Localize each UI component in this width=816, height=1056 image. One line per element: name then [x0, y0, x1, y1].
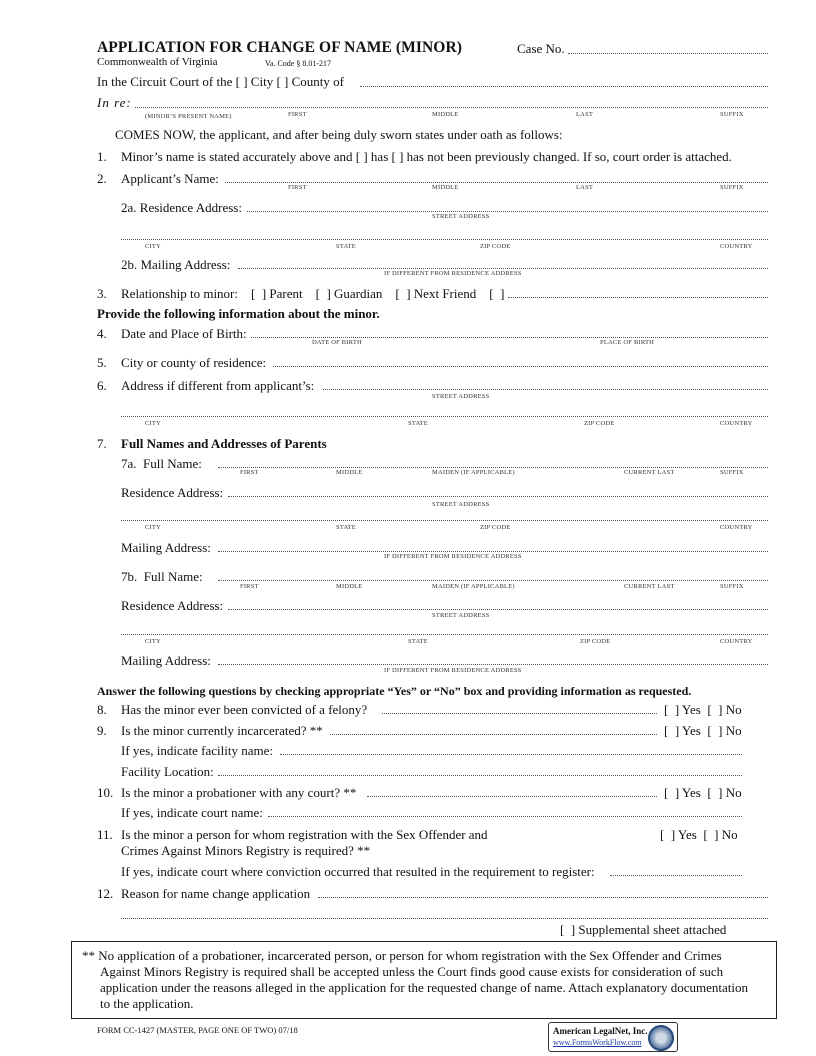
probationer-yes-no[interactable]: [ ] Yes [ ] No	[664, 785, 742, 800]
parent-a-name-label: 7a. Full Name:	[121, 456, 202, 471]
caption-date-of-birth: DATE OF BIRTH	[312, 339, 362, 346]
facility-name-field[interactable]	[280, 754, 742, 755]
reason-label: Reason for name change application	[121, 886, 311, 901]
item-1-text: Minor’s name is stated accurately above and [ ] has [ ] has not been previously changed. If so, court order is attached.	[121, 149, 732, 164]
parent-b-city-field[interactable]	[121, 634, 768, 635]
registry-question: Is the minor a person for whom registration with the Sex Offender and	[121, 827, 488, 842]
caption-first: FIRST	[240, 469, 259, 476]
caption-current-last: CURRENT LAST	[624, 469, 675, 476]
answer-instructions: Answer the following questions by checking appropriate “Yes” or “No” box and providing information as requested.	[97, 684, 692, 698]
caption-state: STATE	[408, 420, 428, 427]
parents-heading: Full Names and Addresses of Parents	[121, 436, 327, 451]
intro-text: COMES NOW, the applicant, and after being duly sworn states under oath as follows:	[115, 127, 563, 142]
in-re-label: In re:	[97, 95, 132, 110]
facility-name-label: If yes, indicate facility name:	[121, 743, 273, 758]
caption-first: FIRST	[288, 184, 307, 191]
publisher-name: American LegalNet, Inc.	[553, 1026, 648, 1036]
minor-address-label: Address if different from applicant’s:	[121, 378, 315, 393]
caption-street: STREET ADDRESS	[432, 393, 490, 400]
conviction-court-label: If yes, indicate court where conviction occurred that resulted in the requirement to register:	[121, 864, 595, 879]
caption-first: FIRST	[288, 111, 307, 118]
caption-zip: ZIP CODE	[480, 243, 511, 250]
caption-suffix: SUFFIX	[720, 469, 744, 476]
caption-country: COUNTRY	[720, 420, 753, 427]
provide-info-heading: Provide the following information about the minor.	[97, 306, 380, 321]
caption-city: CITY	[145, 243, 161, 250]
caption-middle: MIDDLE	[432, 184, 459, 191]
parent-a-residence-label: Residence Address:	[121, 485, 224, 500]
caption-zip: ZIP CODE	[480, 524, 511, 531]
item-number: 8.	[97, 702, 107, 717]
county-field[interactable]	[360, 86, 768, 87]
caption-city: CITY	[145, 638, 161, 645]
seal-icon	[648, 1025, 674, 1051]
reason-field[interactable]	[318, 897, 768, 898]
birth-label: Date and Place of Birth:	[121, 326, 247, 341]
minor-city-field[interactable]	[121, 416, 768, 417]
caption-country: COUNTRY	[720, 638, 753, 645]
caption-maiden: MAIDEN (IF APPLICABLE)	[432, 469, 515, 476]
caption-last: LAST	[576, 111, 594, 118]
dot-leader	[330, 734, 657, 735]
felony-question: Has the minor ever been convicted of a felony?	[121, 702, 368, 717]
caption-street: STREET ADDRESS	[432, 501, 490, 508]
item-number: 7.	[97, 436, 107, 451]
relationship-label: Relationship to minor: [ ] Parent [ ] Guardian [ ] Next Friend [ ]	[121, 286, 505, 301]
parent-b-mailing-label: Mailing Address:	[121, 653, 211, 668]
caption-country: COUNTRY	[720, 243, 753, 250]
note-box	[71, 941, 777, 1019]
caption-current-last: CURRENT LAST	[624, 583, 675, 590]
residence-city-county-field[interactable]	[273, 366, 768, 367]
form-number: FORM CC-1427 (MASTER, PAGE ONE OF TWO) 07/18	[97, 1025, 298, 1035]
caption-street: STREET ADDRESS	[432, 213, 490, 220]
probationer-question: Is the minor a probationer with any court? **	[121, 785, 357, 800]
supplemental-checkbox[interactable]: [ ] Supplemental sheet attached	[560, 922, 727, 937]
caption-city: CITY	[145, 420, 161, 427]
birth-field[interactable]	[251, 337, 768, 338]
court-name-field[interactable]	[268, 816, 742, 817]
parent-a-street-field[interactable]	[228, 496, 768, 497]
note-line-2: Against Minors Registry is required shall be accepted unless the Court finds good cause exists for consideration of such	[100, 964, 724, 979]
item-number: 10.	[97, 785, 114, 800]
incarcerated-question: Is the minor currently incarcerated? **	[121, 723, 323, 738]
item-number: 3.	[97, 286, 107, 301]
caption-first: FIRST	[240, 583, 259, 590]
caption-if-different: IF DIFFERENT FROM RESIDENCE ADDRESS	[384, 667, 522, 674]
parent-b-residence-label: Residence Address:	[121, 598, 224, 613]
facility-location-field[interactable]	[218, 775, 742, 776]
publisher-url[interactable]: www.FormsWorkFlow.com	[553, 1038, 642, 1047]
commonwealth-label: Commonwealth of Virginia	[97, 56, 218, 68]
item-number: 2.	[97, 171, 107, 186]
caption-place-of-birth: PLACE OF BIRTH	[600, 339, 655, 346]
minor-name-field[interactable]	[135, 107, 768, 108]
felony-yes-no[interactable]: [ ] Yes [ ] No	[664, 702, 742, 717]
incarcerated-yes-no[interactable]: [ ] Yes [ ] No	[664, 723, 742, 738]
dot-leader	[367, 796, 657, 797]
note-line-3: application under the reasons alleged in the application for the requested change of name. Attach explanatory documentation	[100, 980, 748, 995]
parent-b-name-label: 7b. Full Name:	[121, 569, 203, 584]
caption-last: LAST	[576, 184, 594, 191]
case-no-label: Case No.	[517, 41, 565, 56]
parent-a-city-field[interactable]	[121, 520, 768, 521]
caption-suffix: SUFFIX	[720, 583, 744, 590]
parent-b-mailing-field[interactable]	[218, 664, 768, 665]
caption-zip: ZIP CODE	[584, 420, 615, 427]
caption-city: CITY	[145, 524, 161, 531]
item-number: 12.	[97, 886, 114, 901]
caption-state: STATE	[336, 524, 356, 531]
facility-location-label: Facility Location:	[121, 764, 214, 779]
residence-city-field[interactable]	[121, 239, 768, 240]
caption-middle: MIDDLE	[336, 469, 363, 476]
relationship-other-field[interactable]	[508, 297, 768, 298]
caption-if-different: IF DIFFERENT FROM RESIDENCE ADDRESS	[384, 270, 522, 277]
caption-street: STREET ADDRESS	[432, 612, 490, 619]
publisher-logo[interactable]	[548, 1022, 678, 1052]
reason-field-line-2[interactable]	[121, 918, 768, 919]
form-title: APPLICATION FOR CHANGE OF NAME (MINOR)	[97, 39, 463, 56]
item-number: 1.	[97, 149, 107, 164]
parent-b-street-field[interactable]	[228, 609, 768, 610]
item-number: 9.	[97, 723, 107, 738]
dot-leader	[382, 713, 657, 714]
minor-street-field[interactable]	[323, 389, 768, 390]
item-number: 4.	[97, 326, 107, 341]
mailing-address-label: 2b. Mailing Address:	[121, 257, 231, 272]
conviction-court-field[interactable]	[610, 875, 742, 876]
caption-if-different: IF DIFFERENT FROM RESIDENCE ADDRESS	[384, 553, 522, 560]
mailing-address-field[interactable]	[238, 268, 768, 269]
caption-middle: MIDDLE	[336, 583, 363, 590]
residence-address-label: 2a. Residence Address:	[121, 200, 242, 215]
caption-state: STATE	[408, 638, 428, 645]
parent-b-name-field[interactable]	[218, 580, 768, 581]
court-name-label: If yes, indicate court name:	[121, 805, 263, 820]
caption-middle: MIDDLE	[432, 111, 459, 118]
item-number: 5.	[97, 355, 107, 370]
caption-maiden: MAIDEN (IF APPLICABLE)	[432, 583, 515, 590]
caption-minor-present-name: (MINOR’S PRESENT NAME)	[145, 113, 232, 120]
circuit-court-label: In the Circuit Court of the [ ] City [ ] County of	[97, 74, 344, 89]
case-no-field[interactable]	[568, 53, 768, 54]
parent-a-mailing-label: Mailing Address:	[121, 540, 211, 555]
item-number: 11.	[97, 827, 113, 842]
applicant-name-field[interactable]	[225, 182, 768, 183]
parent-a-name-field[interactable]	[218, 467, 768, 468]
note-line-1: ** No application of a probationer, incarcerated person, or person for whom registration with the Sex Offender and Crimes	[82, 948, 722, 963]
caption-state: STATE	[336, 243, 356, 250]
caption-country: COUNTRY	[720, 524, 753, 531]
note-line-4: to the application.	[100, 996, 194, 1011]
caption-suffix: SUFFIX	[720, 184, 744, 191]
caption-zip: ZIP CODE	[580, 638, 611, 645]
code-citation: Va. Code § 8.01-217	[265, 59, 331, 68]
applicant-name-label: Applicant’s Name:	[121, 171, 219, 186]
residence-street-field[interactable]	[247, 211, 768, 212]
registry-question-cont: Crimes Against Minors Registry is required? **	[121, 843, 371, 858]
caption-suffix: SUFFIX	[720, 111, 744, 118]
registry-yes-no[interactable]: [ ] Yes [ ] No	[660, 827, 738, 842]
residence-city-label: City or county of residence:	[121, 355, 267, 370]
item-number: 6.	[97, 378, 107, 393]
parent-a-mailing-field[interactable]	[218, 551, 768, 552]
